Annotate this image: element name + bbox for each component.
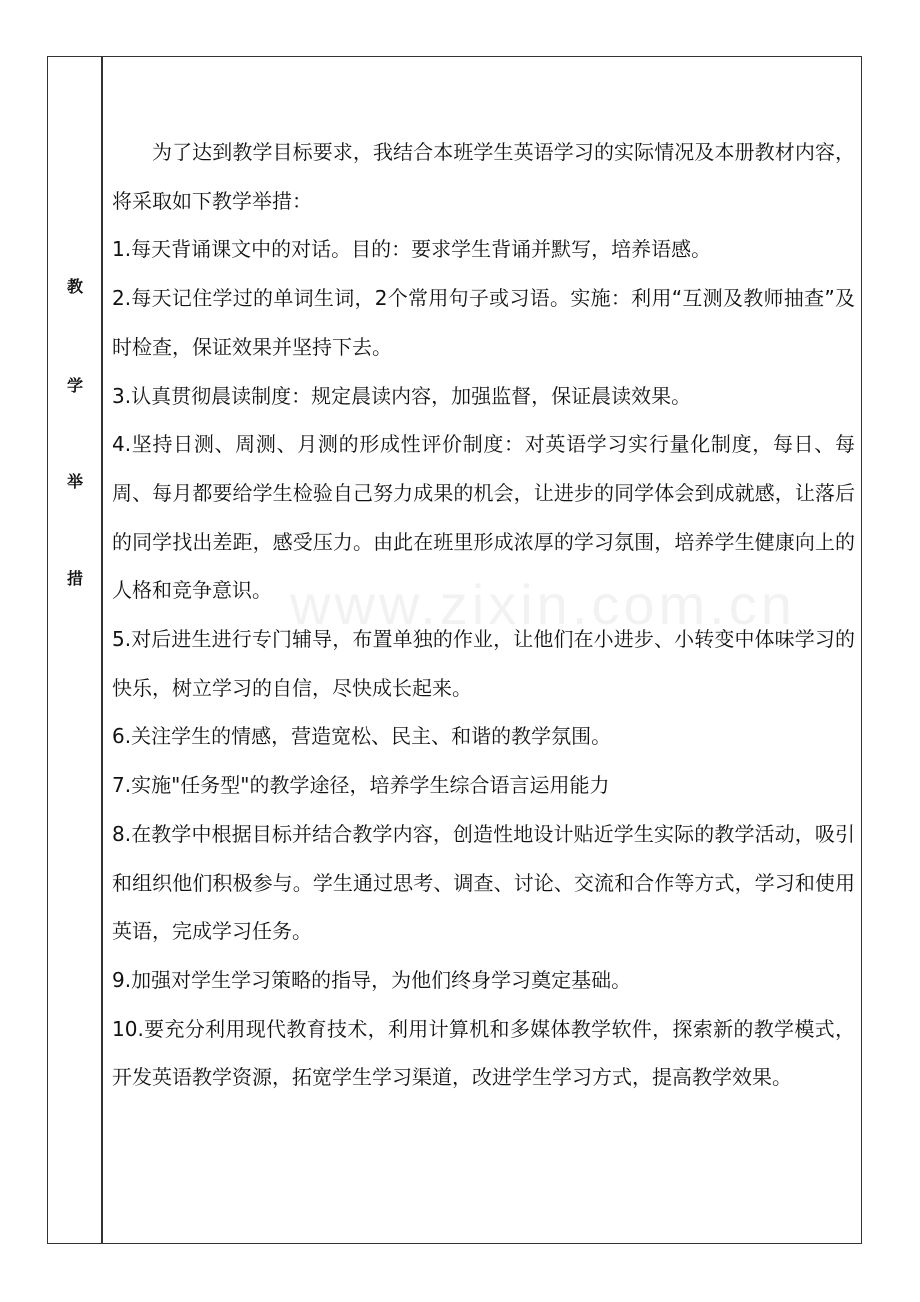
column-divider	[101, 56, 103, 1244]
measure-item-1: 1.每天背诵课文中的对话。目的：要求学生背诵并默写，培养语感。	[112, 237, 712, 262]
measure-item-2: 2.每天记住学过的单词生词，2个常用句子或习语。实施：利用“互测及教师抽查”及时检查，保证效果并坚持下去。	[112, 286, 855, 359]
label-char-3: 举	[66, 472, 83, 491]
measures-content	[112, 128, 855, 1102]
label-char-2: 学	[66, 376, 83, 395]
measure-item-4: 4.坚持日测、周测、月测的形成性评价制度：对英语学习实行量化制度，每日、每周、每月都要给学生检验自己努力成果的机会，让进步的同学体会到成就感，让落后的同学找出差距，感受压力。由此在班里形成浓厚的学习氛围，培养学生健康向上的人格和竞争意识。	[112, 432, 855, 603]
label-char-1: 教	[66, 277, 83, 296]
measure-item-9: 9.加强对学生学习策略的指导，为他们终身学习奠定基础。	[112, 967, 632, 992]
measure-item-3: 3.认真贯彻晨读制度：规定晨读内容，加强监督，保证晨读效果。	[112, 383, 692, 408]
measure-item-5: 5.对后进生进行专门辅导，布置单独的作业，让他们在小进步、小转变中体味学习的快乐，树立学习的自信，尽快成长起来。	[112, 627, 855, 700]
measure-item-10: 10.要充分利用现代教育技术，利用计算机和多媒体教学软件，探索新的教学模式，开发英语教学资源，拓宽学生学习渠道，改进学生学习方式，提高教学效果。	[112, 1016, 855, 1090]
measure-item-6: 6.关注学生的情感，营造宽松、民主、和谐的教学氛围。	[112, 724, 612, 749]
measure-item-7: 7.实施"任务型"的教学途径，培养学生综合语言运用能力	[112, 773, 610, 798]
intro-paragraph: 为了达到教学目标要求，我结合本班学生英语学习的实际情况及本册教材内容，将采取如下教学举措：	[112, 140, 855, 213]
label-char-4: 措	[66, 569, 83, 588]
measure-item-8: 8.在教学中根据目标并结合教学内容，创造性地设计贴近学生实际的教学活动，吸引和组织他们积极参与。学生通过思考、调查、讨论、交流和合作等方式，学习和使用英语，完成学习任务。	[112, 821, 855, 944]
watermark: www.zixin.com.cn	[290, 573, 796, 636]
